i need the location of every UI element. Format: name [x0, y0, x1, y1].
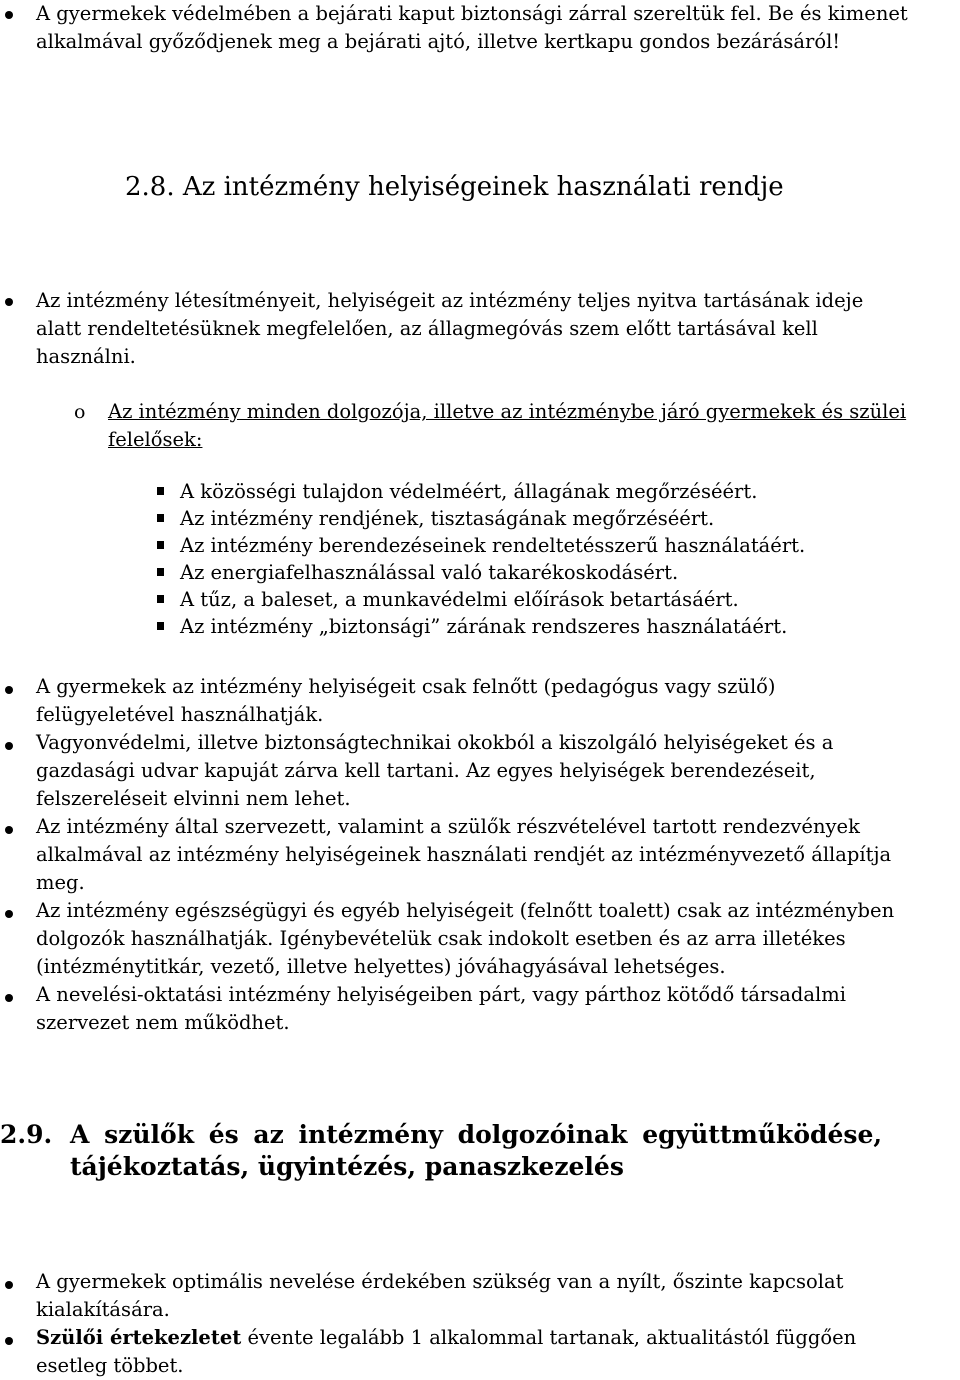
square-bullet-icon	[157, 568, 164, 576]
text-run: évente legalább 1 alkalommal tartanak, aktualitástól függően	[241, 1326, 857, 1349]
bullet-icon	[5, 11, 13, 19]
section-number: 2.9.	[0, 1120, 53, 1149]
paragraph-line	[36, 1324, 856, 1352]
paragraph-line: kialakítására.	[36, 1298, 170, 1321]
bullet-icon	[5, 826, 13, 834]
square-bullet-icon	[157, 487, 164, 495]
bold-phrase: Szülői értekezletet	[36, 1326, 242, 1349]
square-bullet-icon	[157, 541, 164, 549]
bullet-icon	[5, 742, 13, 750]
paragraph-line: felügyeletével használhatják.	[36, 703, 324, 726]
heading-line: tájékoztatás, ügyintézés, panaszkezelés	[70, 1152, 624, 1181]
paragraph-line: Az intézmény által szervezett, valamint a szülők részvételével tartott rendezvények	[36, 815, 860, 838]
paragraph-line: szervezet nem működhet.	[36, 1011, 290, 1034]
square-bullet-icon	[157, 622, 164, 630]
paragraph-line: gazdasági udvar kapuját zárva kell tartani. Az egyes helyiségek berendezéseit,	[36, 759, 816, 782]
square-list-item: A közösségi tulajdon védelméért, állagának megőrzéséért.	[180, 480, 758, 503]
paragraph-line: alkalmával az intézmény helyiségeinek használati rendjét az intézményvezető állapítja	[36, 843, 892, 866]
bullet-icon	[5, 298, 13, 306]
paragraph-line: A gyermekek védelmében a bejárati kaput biztonsági zárral szereltük fel. Be és kimenet	[36, 2, 908, 25]
sub-item-line: felelősek:	[108, 428, 203, 451]
sub-item-line: Az intézmény minden dolgozója, illetve az intézménybe járó gyermekek és szülei	[108, 400, 907, 423]
paragraph-line: esetleg többet.	[36, 1354, 184, 1377]
paragraph-line: Az intézmény létesítményeit, helyiségeit az intézmény teljes nyitva tartásának ideje	[36, 289, 864, 312]
bullet-icon	[5, 1281, 13, 1289]
section-heading-2-8: 2.8. Az intézmény helyiségeinek használati rendje	[125, 172, 784, 202]
paragraph-line: alatt rendeltetésüknek megfelelően, az állagmegóvás szem előtt tartásával kell	[36, 317, 818, 340]
paragraph-line: (intézménytitkár, vezető, illetve helyettes) jóváhagyásával lehetséges.	[36, 955, 726, 978]
square-list-item: Az intézmény berendezéseinek rendeltetésszerű használatáért.	[180, 534, 806, 557]
square-list-item: Az intézmény rendjének, tisztaságának megőrzéséért.	[180, 507, 715, 530]
bullet-icon	[5, 994, 13, 1002]
bullet-icon	[5, 1337, 13, 1345]
paragraph-line: A gyermekek az intézmény helyiségeit csak felnőtt (pedagógus vagy szülő)	[36, 675, 776, 698]
paragraph-line: felszereléseit elvinni nem lehet.	[36, 787, 351, 810]
paragraph-line: használni.	[36, 345, 136, 368]
paragraph-line: A nevelési-oktatási intézmény helyiségeiben párt, vagy párthoz kötődő társadalmi	[36, 983, 846, 1006]
section-heading-2-9	[0, 1119, 960, 1189]
paragraph-line: meg.	[36, 871, 85, 894]
square-bullet-icon	[157, 514, 164, 522]
paragraph-line: Az intézmény egészségügyi és egyéb helyiségeit (felnőtt toalett) csak az intézményben	[36, 899, 895, 922]
square-list-item: A tűz, a baleset, a munkavédelmi előírások betartásáért.	[180, 588, 739, 611]
square-list-item: Az intézmény „biztonsági” zárának rendszeres használatáért.	[180, 615, 788, 638]
square-bullet-icon	[157, 595, 164, 603]
paragraph-line: alkalmával győződjenek meg a bejárati ajtó, illetve kertkapu gondos bezárásáról!	[36, 30, 841, 53]
square-list-item: Az energiafelhasználással való takarékoskodásért.	[180, 561, 679, 584]
bullet-icon	[5, 910, 13, 918]
paragraph-line: Vagyonvédelmi, illetve biztonságtechnikai okokból a kiszolgáló helyiségeket és a	[36, 731, 834, 754]
heading-line: A szülők és az intézmény dolgozóinak együttműködése,	[70, 1120, 883, 1149]
paragraph-line: A gyermekek optimális nevelése érdekében szükség van a nyílt, őszinte kapcsolat	[36, 1270, 844, 1293]
circle-bullet-icon: o	[74, 401, 86, 423]
bullet-icon	[5, 686, 13, 694]
paragraph-line: dolgozók használhatják. Igénybevételük csak indokolt esetben és az arra illetékes	[36, 927, 846, 950]
